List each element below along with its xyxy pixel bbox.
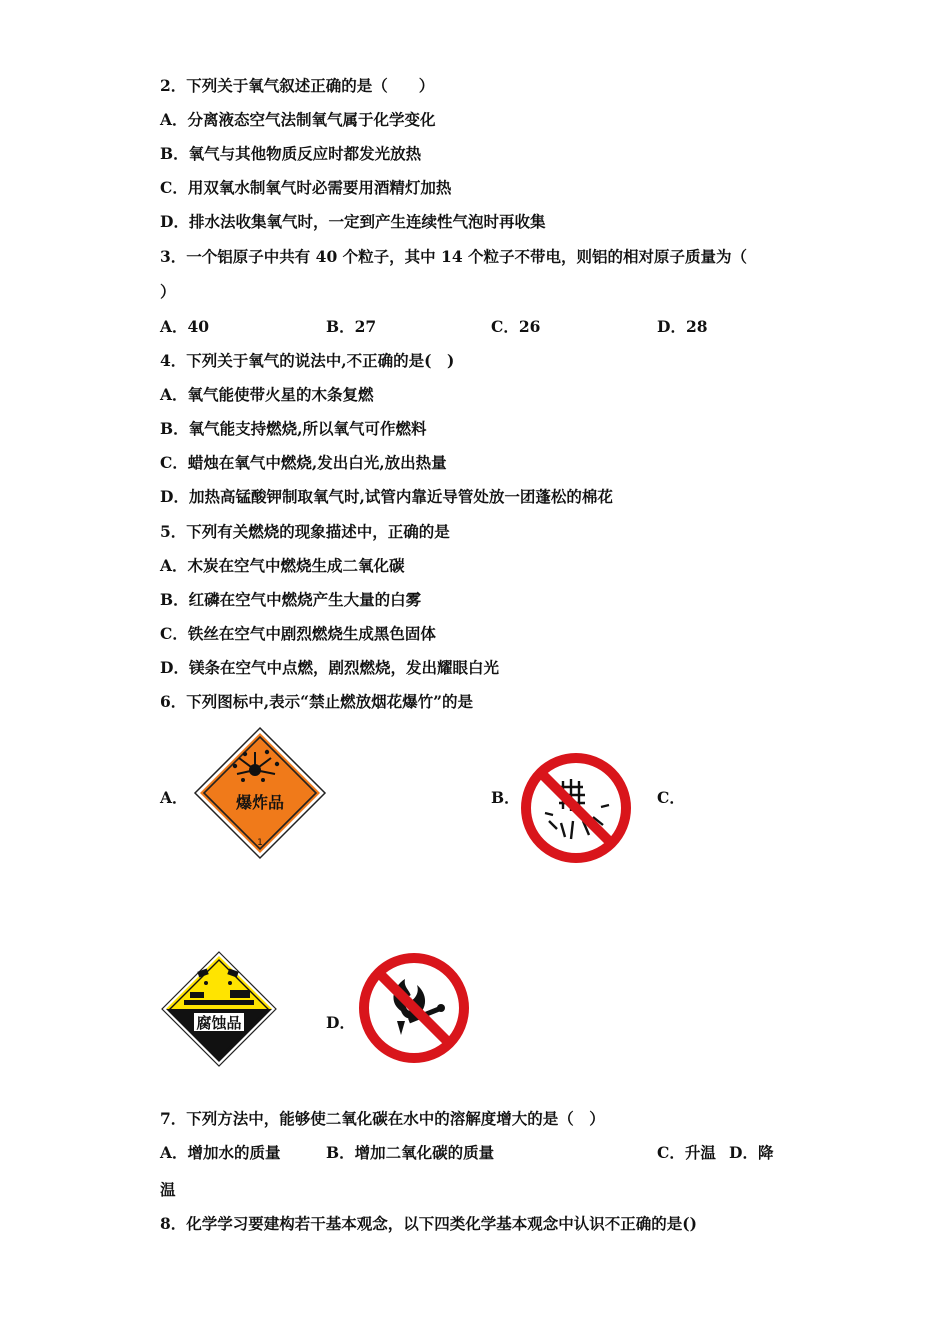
q2-option-c: C．用双氧水制氧气时必需要用酒精灯加热 (160, 178, 452, 197)
explosive-sign-icon (193, 726, 327, 860)
q8-stem: 8．化学学习要建构若干基本观念，以下四类化学基本观念中认识不正确的是() (160, 1214, 697, 1233)
q2-option-d: D．排水法收集氧气时，一定到产生连续性气泡时再收集 (160, 212, 546, 231)
q7-option-c: C．升温 (657, 1143, 716, 1162)
q7-stem: 7．下列方法中，能够使二氧化碳在水中的溶解度增大的是（ ） (160, 1109, 605, 1128)
q7-option-b: B．增加二氧化碳的质量 (326, 1143, 495, 1162)
q6-label-c: C． (657, 788, 685, 807)
explosive-class-number: 1 (257, 838, 263, 848)
q5-stem: 5．下列有关燃烧的现象描述中，正确的是 (160, 522, 450, 541)
q7-option-d: D．降 (729, 1143, 774, 1162)
q2-option-a: A．分离液态空气法制氧气属于化学变化 (160, 110, 436, 129)
q4-option-b: B．氧气能支持燃烧,所以氧气可作燃料 (160, 419, 427, 438)
q7-option-d-cont: 温 (160, 1180, 176, 1199)
corrosive-sign-icon (160, 950, 278, 1068)
q2-stem: 2．下列关于氧气叙述正确的是（ ） (160, 76, 435, 95)
q4-stem: 4．下列关于氧气的说法中,不正确的是( ) (160, 351, 455, 370)
q6-label-d: D． (326, 1013, 355, 1032)
q6-label-b: B． (491, 788, 520, 807)
q5-option-b: B．红磷在空气中燃烧产生大量的白雾 (160, 590, 422, 609)
q3-stem: 3．一个铝原子中共有 40 个粒子，其中 14 个粒子不带电，则铝的相对原子质量为（ (160, 247, 748, 266)
q7-option-a: A．增加水的质量 (160, 1143, 281, 1162)
corrosive-sign-text: 腐蚀品 (196, 1014, 242, 1032)
q5-option-d: D．镁条在空气中点燃，剧烈燃烧，发出耀眼白光 (160, 658, 499, 677)
q5-option-c: C．铁丝在空气中剧烈燃烧生成黑色固体 (160, 624, 436, 643)
q3-option-a: A．40 (160, 317, 210, 336)
no-fire-sign-icon (357, 951, 471, 1065)
q5-option-a: A．木炭在空气中燃烧生成二氧化碳 (160, 556, 405, 575)
q4-option-d: D．加热高锰酸钾制取氧气时,试管内靠近导管处放一团蓬松的棉花 (160, 487, 613, 506)
q3-option-b: B．27 (326, 317, 377, 336)
q3-stem-cont: ） (160, 282, 176, 301)
q2-option-b: B．氧气与其他物质反应时都发光放热 (160, 144, 422, 163)
q3-option-c: C．26 (491, 317, 541, 336)
q6-label-a: A． (160, 788, 188, 807)
q4-option-a: A．氧气能使带火星的木条复燃 (160, 385, 374, 404)
q4-option-c: C．蜡烛在氧气中燃烧,发出白光,放出热量 (160, 453, 447, 472)
q6-stem: 6．下列图标中,表示“禁止燃放烟花爆竹”的是 (160, 692, 474, 711)
no-fireworks-sign-icon (519, 751, 633, 865)
explosive-sign-text: 爆炸品 (235, 793, 285, 812)
q3-option-d: D．28 (657, 317, 708, 336)
